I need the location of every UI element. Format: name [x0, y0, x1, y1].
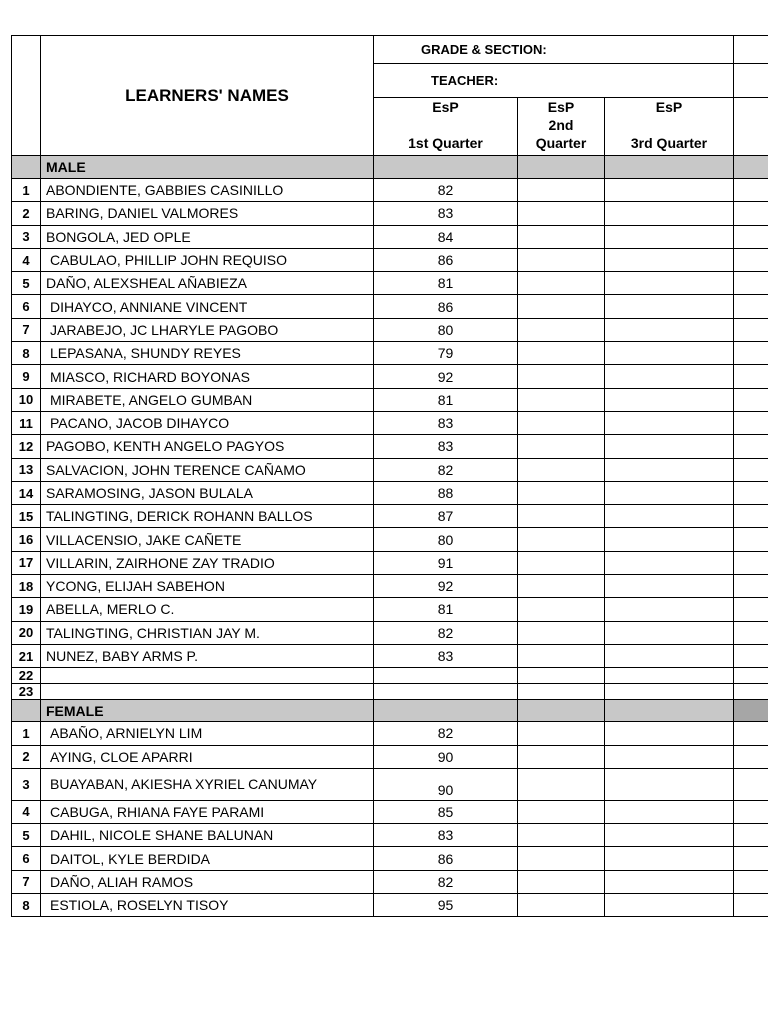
q1-grade[interactable]	[374, 668, 518, 684]
learner-name: DIHAYCO, ANNIANE VINCENT	[41, 295, 374, 318]
q3-grade[interactable]	[605, 598, 734, 621]
row-number: 21	[12, 644, 41, 667]
table-row	[12, 272, 768, 295]
q3-label: 3rd Quarter	[630, 135, 708, 151]
q4-grade[interactable]	[734, 847, 768, 870]
q2-grade[interactable]	[518, 644, 605, 667]
q1-grade[interactable]: 83	[374, 644, 518, 667]
learner-name: MIASCO, RICHARD BOYONAS	[41, 365, 374, 388]
q3-grade[interactable]	[605, 318, 734, 341]
q3-grade[interactable]	[605, 458, 734, 481]
q3-grade[interactable]	[605, 179, 734, 202]
q1-grade[interactable]: 81	[374, 598, 518, 621]
learner-name: CABUGA, RHIANA FAYE PARAMI	[41, 800, 374, 823]
q1-grade[interactable]: 81	[374, 388, 518, 411]
row-number: 1	[12, 179, 41, 202]
q4-header	[734, 98, 768, 156]
learner-name: MIRABETE, ANGELO GUMBAN	[41, 388, 374, 411]
female-section-label: FEMALE	[41, 700, 374, 722]
learner-name: ESTIOLA, ROSELYN TISOY	[41, 894, 374, 917]
q3-grade[interactable]	[605, 411, 734, 434]
q3-grade[interactable]	[605, 824, 734, 847]
q3-grade[interactable]	[605, 295, 734, 318]
q2-grade[interactable]	[518, 505, 605, 528]
q4-grade[interactable]	[734, 365, 768, 388]
q4-grade[interactable]	[734, 342, 768, 365]
table-row	[12, 894, 768, 917]
table-row	[12, 365, 768, 388]
q2-grade[interactable]	[518, 435, 605, 458]
row-number: 11	[12, 411, 41, 434]
learner-name: CABULAO, PHILLIP JOHN REQUISO	[41, 248, 374, 271]
q4-grade[interactable]	[734, 870, 768, 893]
row-number: 20	[12, 621, 41, 644]
q4-grade[interactable]	[734, 505, 768, 528]
q3-grade[interactable]	[605, 847, 734, 870]
q3-grade[interactable]	[605, 272, 734, 295]
learner-name: NUNEZ, BABY ARMS P.	[41, 644, 374, 667]
q4-grade[interactable]	[734, 435, 768, 458]
row-number: 7	[12, 870, 41, 893]
q3-header	[605, 98, 734, 156]
table-row	[12, 824, 768, 847]
learner-name: PACANO, JACOB DIHAYCO	[41, 411, 374, 434]
table-row	[12, 684, 768, 700]
q3-grade[interactable]	[605, 575, 734, 598]
learner-name: SARAMOSING, JASON BULALA	[41, 481, 374, 504]
q4-grade[interactable]	[734, 824, 768, 847]
q1-grade[interactable]: 86	[374, 847, 518, 870]
q1-grade[interactable]: 86	[374, 248, 518, 271]
q4-grade[interactable]	[734, 411, 768, 434]
learner-name: SALVACION, JOHN TERENCE CAÑAMO	[41, 458, 374, 481]
q4-grade[interactable]	[734, 722, 768, 745]
teacher-value[interactable]	[734, 64, 768, 98]
row-number: 23	[12, 684, 41, 700]
q1-grade[interactable]: 83	[374, 202, 518, 225]
row-number: 4	[12, 248, 41, 271]
q2-grade[interactable]	[518, 388, 605, 411]
row-number: 5	[12, 824, 41, 847]
q2-grade[interactable]	[518, 745, 605, 768]
row-number: 3	[12, 225, 41, 248]
q2-grade[interactable]	[518, 722, 605, 745]
q2-grade[interactable]	[518, 248, 605, 271]
table-row	[12, 248, 768, 271]
q4-grade[interactable]	[734, 800, 768, 823]
q2-grade[interactable]	[518, 318, 605, 341]
q1-grade[interactable]: 81	[374, 272, 518, 295]
q2-grade[interactable]	[518, 202, 605, 225]
q1-grade[interactable]: 91	[374, 551, 518, 574]
q2-grade[interactable]	[518, 179, 605, 202]
q3-grade[interactable]	[605, 505, 734, 528]
q2-grade[interactable]	[518, 411, 605, 434]
row-number: 18	[12, 575, 41, 598]
q2-grade[interactable]	[518, 481, 605, 504]
q1-grade[interactable]	[374, 684, 518, 700]
table-row	[12, 295, 768, 318]
q4-grade[interactable]	[734, 318, 768, 341]
q1-grade[interactable]: 82	[374, 621, 518, 644]
learner-name: DAÑO, ALEXSHEAL AÑABIEZA	[41, 272, 374, 295]
row-number: 14	[12, 481, 41, 504]
q2-grade[interactable]	[518, 528, 605, 551]
q4-grade[interactable]	[734, 621, 768, 644]
q3-grade[interactable]	[605, 800, 734, 823]
table-row	[12, 342, 768, 365]
q3-grade[interactable]	[605, 202, 734, 225]
q2-grade[interactable]	[518, 870, 605, 893]
grade-section-label: GRADE & SECTION:	[374, 36, 734, 64]
grade-section-value[interactable]	[734, 36, 768, 64]
q4-grade[interactable]	[734, 202, 768, 225]
q2-line3: Quarter	[535, 135, 587, 151]
q4-grade[interactable]	[734, 551, 768, 574]
learner-name	[41, 684, 374, 700]
q2-grade[interactable]	[518, 894, 605, 917]
q3-grade[interactable]	[605, 435, 734, 458]
row-number: 3	[12, 768, 41, 800]
q4-grade[interactable]	[734, 481, 768, 504]
q1-grade[interactable]: 80	[374, 318, 518, 341]
header-number-cell	[12, 36, 41, 156]
q2-grade[interactable]	[518, 225, 605, 248]
q4-grade[interactable]	[734, 295, 768, 318]
table-row	[12, 745, 768, 768]
q2-header	[518, 98, 605, 156]
q3-grade[interactable]	[605, 768, 734, 800]
table-row	[12, 202, 768, 225]
table-row	[12, 768, 768, 800]
learner-name: DAHIL, NICOLE SHANE BALUNAN	[41, 824, 374, 847]
q1-grade[interactable]: 90	[374, 745, 518, 768]
row-number: 8	[12, 894, 41, 917]
table-row	[12, 481, 768, 504]
q4-grade[interactable]	[734, 179, 768, 202]
q2-grade[interactable]	[518, 684, 605, 700]
learner-name: PAGOBO, KENTH ANGELO PAGYOS	[41, 435, 374, 458]
learner-name: ABAÑO, ARNIELYN LIM	[41, 722, 374, 745]
learner-name	[41, 668, 374, 684]
row-number: 16	[12, 528, 41, 551]
q1-header	[374, 98, 518, 156]
q2-grade[interactable]	[518, 621, 605, 644]
q2-grade[interactable]	[518, 458, 605, 481]
learners-names-header: LEARNERS' NAMES	[41, 36, 374, 156]
learner-name: BARING, DANIEL VALMORES	[41, 202, 374, 225]
q2-grade[interactable]	[518, 668, 605, 684]
q1-label: 1st Quarter	[408, 135, 483, 151]
teacher-label: TEACHER:	[374, 64, 734, 98]
q2-line2: 2nd	[548, 117, 574, 133]
table-row	[12, 528, 768, 551]
q1-grade[interactable]: 92	[374, 575, 518, 598]
q4-grade[interactable]	[734, 745, 768, 768]
table-row	[12, 505, 768, 528]
q3-grade[interactable]	[605, 342, 734, 365]
row-number: 7	[12, 318, 41, 341]
q3-grade[interactable]	[605, 870, 734, 893]
q1-grade[interactable]: 88	[374, 481, 518, 504]
learner-name: TALINGTING, CHRISTIAN JAY M.	[41, 621, 374, 644]
q1-grade[interactable]: 83	[374, 824, 518, 847]
q2-grade[interactable]	[518, 575, 605, 598]
q4-grade[interactable]	[734, 894, 768, 917]
learner-name: LEPASANA, SHUNDY REYES	[41, 342, 374, 365]
male-section-row	[12, 156, 768, 179]
table-row	[12, 722, 768, 745]
q1-grade[interactable]: 79	[374, 342, 518, 365]
q3-subject: EsP	[655, 99, 683, 115]
q4-grade[interactable]	[734, 528, 768, 551]
q4-grade[interactable]	[734, 388, 768, 411]
row-number: 10	[12, 388, 41, 411]
q2-grade[interactable]	[518, 551, 605, 574]
q2-grade[interactable]	[518, 824, 605, 847]
q4-grade[interactable]	[734, 458, 768, 481]
q1-grade[interactable]: 83	[374, 411, 518, 434]
row-number: 22	[12, 668, 41, 684]
row-number: 2	[12, 202, 41, 225]
learner-name: YCONG, ELIJAH SABEHON	[41, 575, 374, 598]
row-number: 19	[12, 598, 41, 621]
learner-name: TALINGTING, DERICK ROHANN BALLOS	[41, 505, 374, 528]
q3-grade[interactable]	[605, 621, 734, 644]
row-number: 9	[12, 365, 41, 388]
q1-grade[interactable]: 82	[374, 870, 518, 893]
q4-grade[interactable]	[734, 598, 768, 621]
table-row	[12, 179, 768, 202]
table-row	[12, 847, 768, 870]
q3-grade[interactable]	[605, 722, 734, 745]
q2-subject: EsP	[547, 99, 575, 115]
row-number: 5	[12, 272, 41, 295]
q3-grade[interactable]	[605, 481, 734, 504]
table-row	[12, 598, 768, 621]
q2-grade[interactable]	[518, 365, 605, 388]
table-row	[12, 644, 768, 667]
q1-grade[interactable]: 95	[374, 894, 518, 917]
q1-grade[interactable]: 82	[374, 722, 518, 745]
row-number: 2	[12, 745, 41, 768]
q3-grade[interactable]	[605, 528, 734, 551]
q4-grade[interactable]	[734, 272, 768, 295]
grades-table	[11, 35, 768, 917]
row-number: 6	[12, 295, 41, 318]
q2-grade[interactable]	[518, 295, 605, 318]
learner-name: AYING, CLOE APARRI	[41, 745, 374, 768]
table-row	[12, 225, 768, 248]
q3-grade[interactable]	[605, 225, 734, 248]
learner-name: JARABEJO, JC LHARYLE PAGOBO	[41, 318, 374, 341]
q3-grade[interactable]	[605, 668, 734, 684]
row-number: 1	[12, 722, 41, 745]
male-section-label: MALE	[41, 156, 374, 179]
row-number: 6	[12, 847, 41, 870]
q1-grade[interactable]: 90	[374, 768, 518, 800]
q2-grade[interactable]	[518, 272, 605, 295]
row-number: 17	[12, 551, 41, 574]
table-row	[12, 435, 768, 458]
female-section-row	[12, 700, 768, 722]
q3-grade[interactable]	[605, 894, 734, 917]
row-number: 8	[12, 342, 41, 365]
q1-grade[interactable]: 83	[374, 435, 518, 458]
q4-grade[interactable]	[734, 248, 768, 271]
q2-grade[interactable]	[518, 847, 605, 870]
q3-grade[interactable]	[605, 388, 734, 411]
q3-grade[interactable]	[605, 644, 734, 667]
table-row	[12, 411, 768, 434]
q4-grade[interactable]	[734, 575, 768, 598]
q2-grade[interactable]	[518, 342, 605, 365]
q1-grade[interactable]: 82	[374, 458, 518, 481]
learner-name: ABELLA, MERLO C.	[41, 598, 374, 621]
q2-grade[interactable]	[518, 598, 605, 621]
q1-grade[interactable]: 92	[374, 365, 518, 388]
q4-grade[interactable]	[734, 644, 768, 667]
row-number: 15	[12, 505, 41, 528]
q3-grade[interactable]	[605, 745, 734, 768]
q1-grade[interactable]: 84	[374, 225, 518, 248]
q4-grade[interactable]	[734, 684, 768, 700]
learner-name: VILLACENSIO, JAKE CAÑETE	[41, 528, 374, 551]
q4-grade[interactable]	[734, 225, 768, 248]
q1-grade[interactable]: 82	[374, 179, 518, 202]
learner-name: VILLARIN, ZAIRHONE ZAY TRADIO	[41, 551, 374, 574]
q1-grade[interactable]: 80	[374, 528, 518, 551]
q3-grade[interactable]	[605, 551, 734, 574]
q3-grade[interactable]	[605, 684, 734, 700]
row-number: 13	[12, 458, 41, 481]
q3-grade[interactable]	[605, 365, 734, 388]
table-row	[12, 318, 768, 341]
table-row	[12, 668, 768, 684]
learner-name: DAÑO, ALIAH RAMOS	[41, 870, 374, 893]
q4-grade[interactable]	[734, 768, 768, 800]
q2-grade[interactable]	[518, 768, 605, 800]
learner-name: DAITOL, KYLE BERDIDA	[41, 847, 374, 870]
table-row	[12, 458, 768, 481]
row-number: 12	[12, 435, 41, 458]
q1-grade[interactable]: 85	[374, 800, 518, 823]
table-row	[12, 388, 768, 411]
q2-grade[interactable]	[518, 800, 605, 823]
table-row	[12, 621, 768, 644]
q3-grade[interactable]	[605, 248, 734, 271]
table-row	[12, 575, 768, 598]
table-row	[12, 800, 768, 823]
row-number: 4	[12, 800, 41, 823]
table-row	[12, 870, 768, 893]
q1-grade[interactable]: 86	[374, 295, 518, 318]
learner-name: ABONDIENTE, GABBIES CASINILLO	[41, 179, 374, 202]
learner-name: BONGOLA, JED OPLE	[41, 225, 374, 248]
q1-grade[interactable]: 87	[374, 505, 518, 528]
table-row	[12, 551, 768, 574]
q4-grade[interactable]	[734, 668, 768, 684]
learner-name: BUAYABAN, AKIESHA XYRIEL CANUMAY	[41, 768, 374, 800]
q1-subject: EsP	[432, 99, 459, 115]
